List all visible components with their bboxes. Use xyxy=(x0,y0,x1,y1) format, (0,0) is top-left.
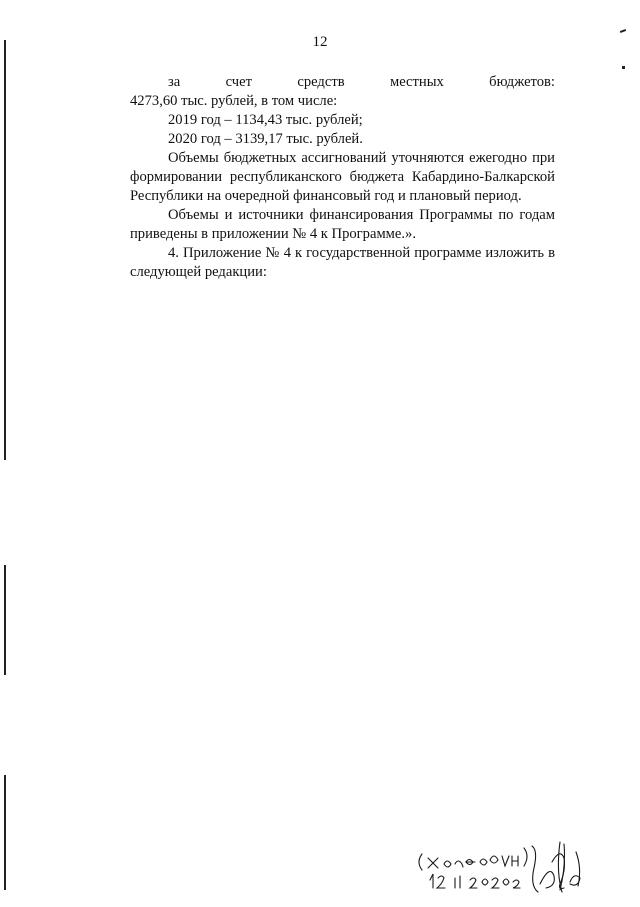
handwritten-signature xyxy=(400,832,600,902)
scan-edge-mark xyxy=(4,40,6,460)
scan-speck xyxy=(622,66,625,69)
paragraph-appendix-4: 4. Приложение № 4 к государственной программе изложить в следующей редакции: xyxy=(130,245,555,280)
paragraph-local-budgets-line1: за счет средств местных бюджетов: xyxy=(168,74,555,90)
document-body xyxy=(130,73,555,282)
paragraph-local-budgets-total: 4273,60 тыс. рублей, в том числе: xyxy=(130,93,338,109)
page-number: 12 xyxy=(312,34,328,50)
scan-edge-mark xyxy=(4,565,6,675)
scan-speck xyxy=(620,29,626,33)
paragraph-budget-allocations: Объемы бюджетных ассигнований уточняются ежегодно при формировании республиканского бюджета Кабардино-Балкарской Республики на очередной финансовый год и плановый период. xyxy=(130,150,555,204)
paragraph-financing-sources: Объемы и источники финансирования Программы по годам приведены в приложении № 4 к Программе.». xyxy=(130,207,555,242)
paragraph-year-2020: 2020 год – 3139,17 тыс. рублей. xyxy=(168,131,363,147)
paragraph-year-2019: 2019 год – 1134,43 тыс. рублей; xyxy=(168,112,363,128)
scan-edge-mark xyxy=(4,775,6,890)
